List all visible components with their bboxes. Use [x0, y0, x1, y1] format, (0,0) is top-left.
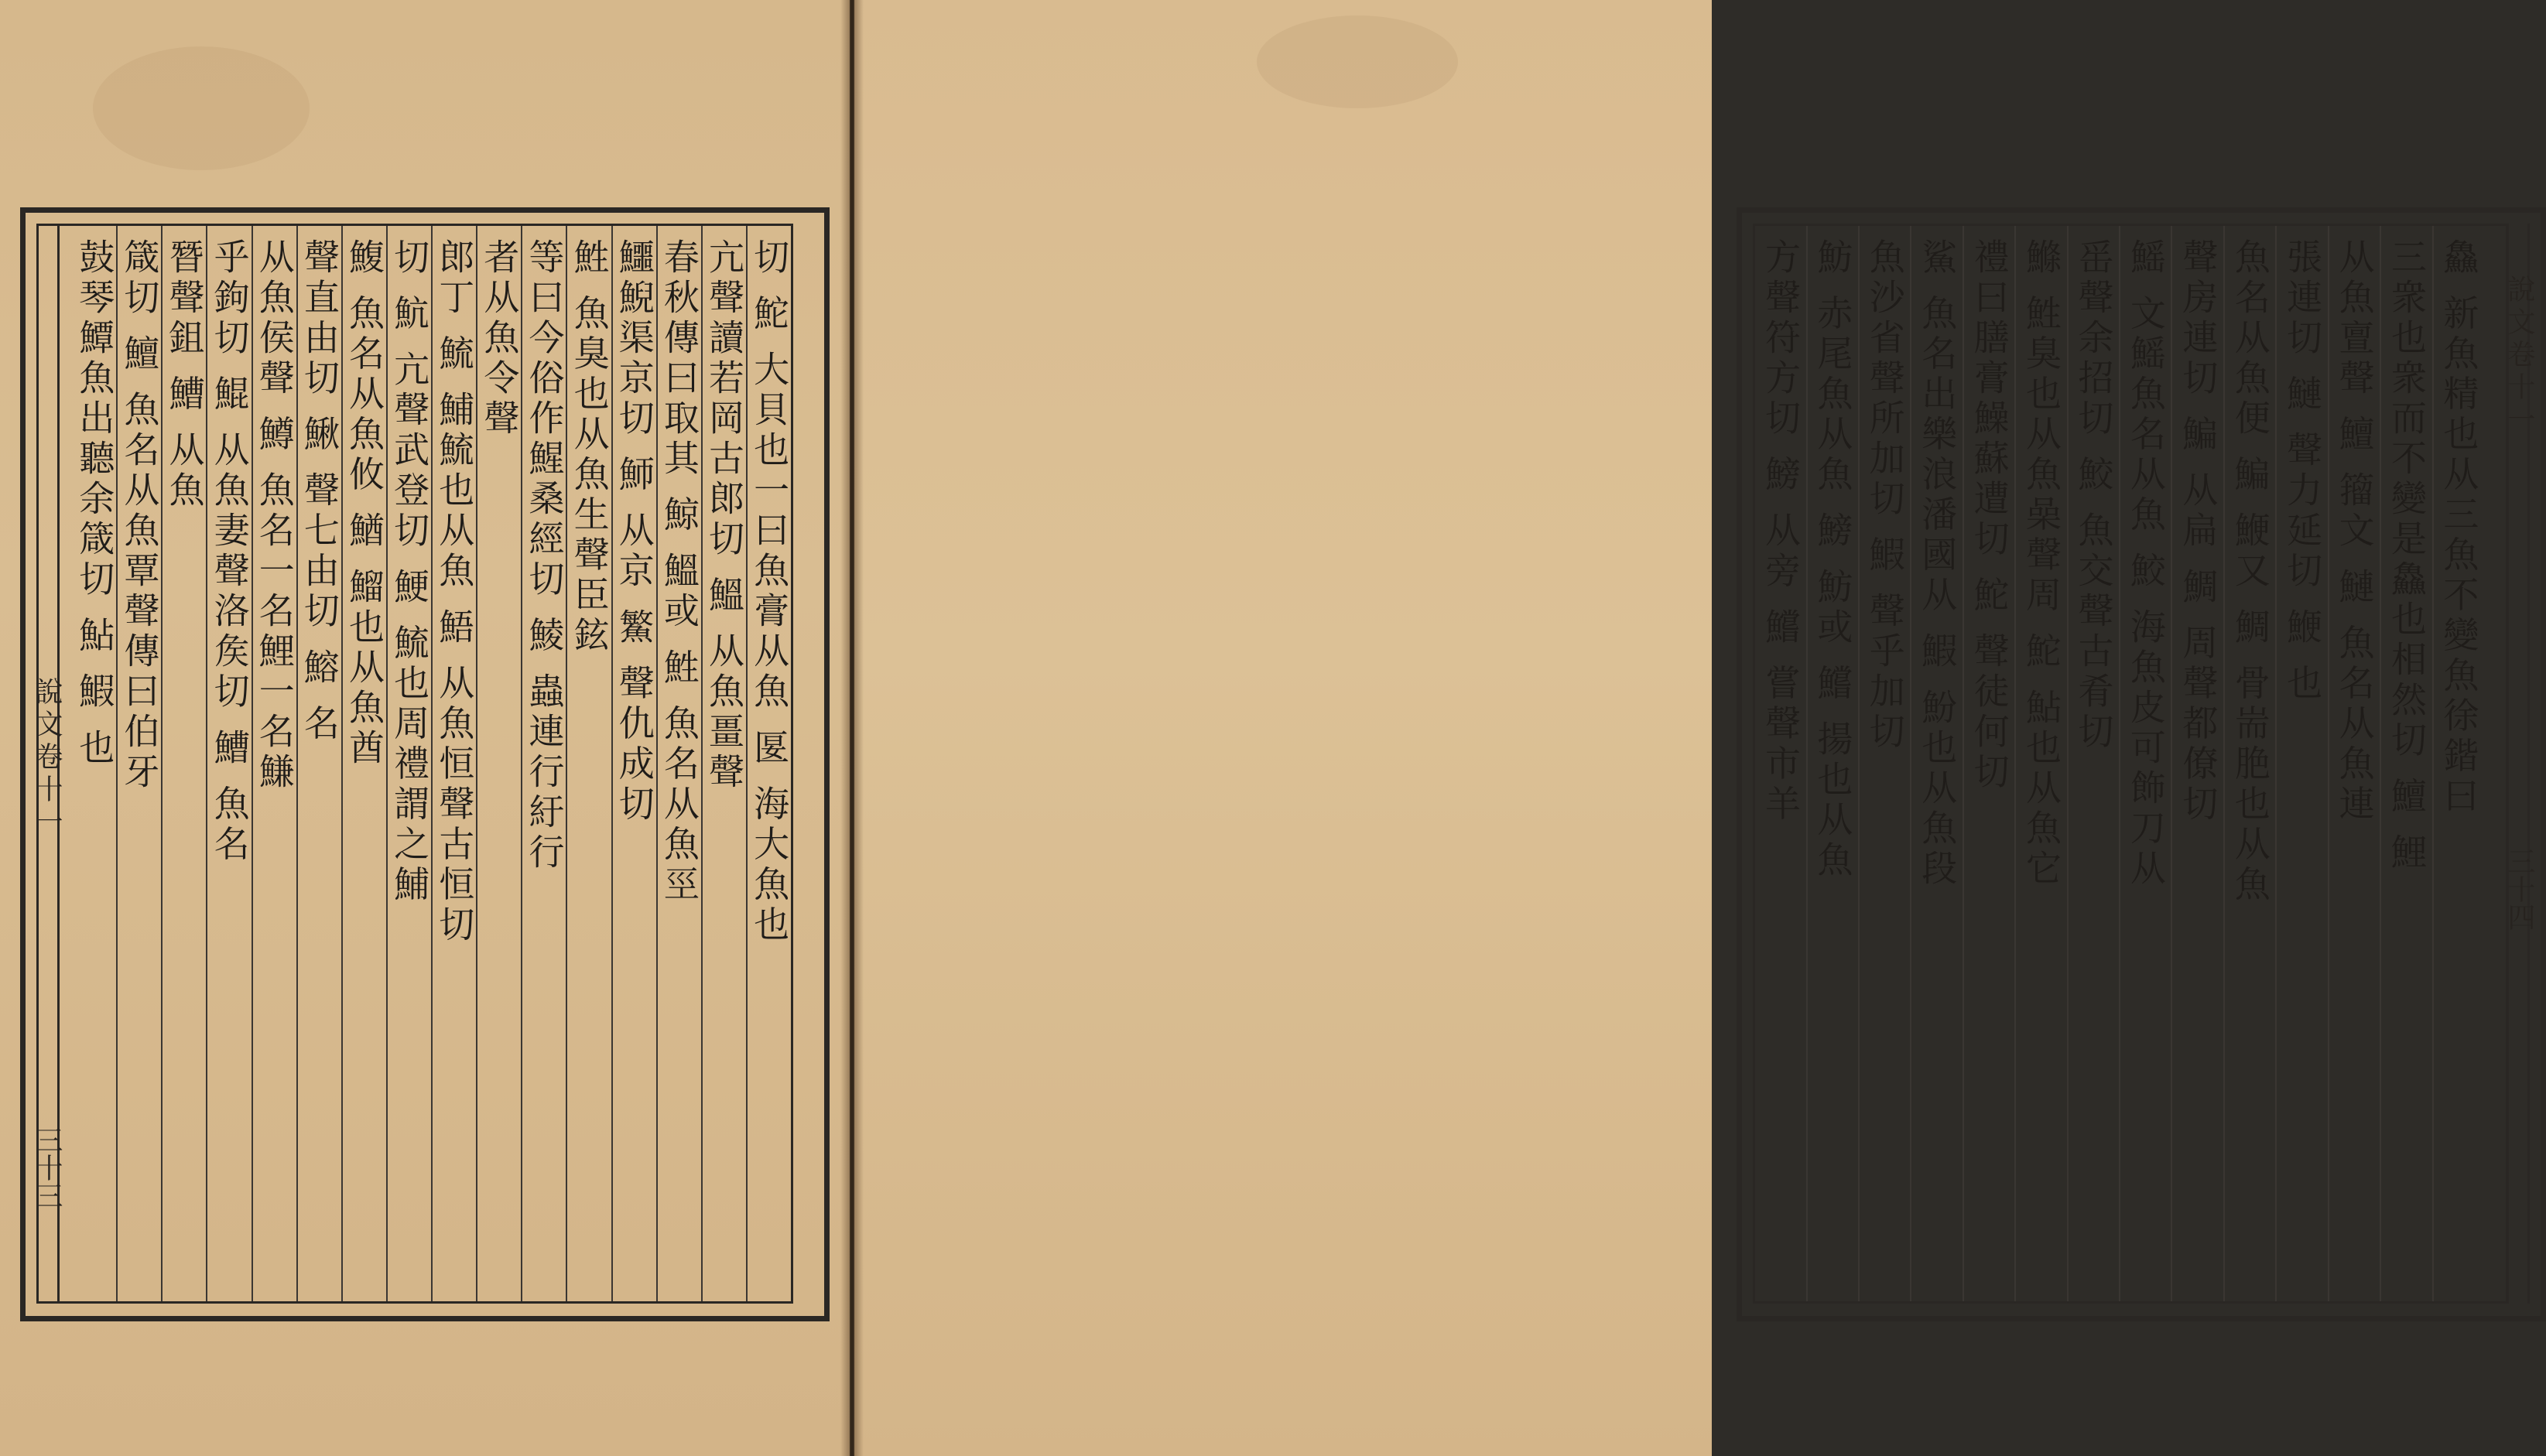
- column-text: 魚沙省聲所加切 鰕 聲乎加切: [1863, 238, 1906, 754]
- column-text: 鮏 魚臭也从魚生聲臣鉉: [568, 238, 611, 657]
- column-text: 朁聲鉏 鰽 从魚: [163, 238, 206, 512]
- left-inner-frame: [36, 224, 793, 1304]
- left-text-column: [206, 226, 251, 1301]
- column-text: 切 鮀 大貝也一曰魚膏从魚 匽 海大魚也: [748, 238, 791, 946]
- column-text: 三衆也衆而不變是鱻也相然切 鱣 鯉: [2386, 238, 2428, 874]
- left-text-frame: [20, 207, 830, 1321]
- column-text: 聲直由切 鰍 聲七由切 鰫 名: [298, 238, 340, 745]
- left-text-column: [73, 226, 116, 1301]
- right-inner-frame: [1753, 224, 2508, 1304]
- column-text: 鱷鯢渠京切 魳 从京 鰵 聲仇成切: [613, 238, 655, 825]
- left-text-column: [431, 226, 476, 1301]
- right-text-column: [1806, 226, 1858, 1301]
- left-text-column: [566, 226, 611, 1301]
- right-text-column: [2380, 226, 2431, 1301]
- right-columns: [1755, 226, 2484, 1301]
- column-text: 魚名从魚便 鯿 鯾又 鯛 骨耑脃也从魚: [2229, 238, 2271, 906]
- left-text-column: [521, 226, 566, 1301]
- left-text-column: [116, 226, 161, 1301]
- column-text: 張連切 鰱 聲力延切 鯾 也: [2281, 238, 2324, 705]
- column-text: 者从魚令聲: [478, 238, 521, 439]
- right-text-column: [2432, 226, 2484, 1301]
- left-margin-title: 說文卷十一: [31, 677, 63, 839]
- right-text-column: [2275, 226, 2327, 1301]
- left-text-column: [746, 226, 791, 1301]
- left-folio: 三十三: [31, 1126, 63, 1209]
- paper-stain: [1257, 15, 1458, 108]
- right-text-column: [2171, 226, 2223, 1301]
- column-text: 魴 赤尾魚从魚 鰟 魴或 鱨 揚也从魚: [1812, 238, 1854, 882]
- column-text: 鼓琴鱏魚出聽余箴切 鮎 鰕 也: [74, 238, 116, 769]
- right-text-column: [1963, 226, 2014, 1301]
- left-text-column: [296, 226, 341, 1301]
- right-margin-title: 說文卷十一: [2503, 275, 2535, 437]
- right-text-column: [2119, 226, 2171, 1301]
- right-text-column: [2067, 226, 2119, 1301]
- left-text-column: [252, 226, 296, 1301]
- right-text-column: [1755, 226, 1805, 1301]
- right-folio: 三十四: [2503, 847, 2535, 931]
- column-text: 亢聲讀若岡古郎切 鰮 从魚畺聲: [703, 238, 745, 794]
- left-text-column: [341, 226, 386, 1301]
- column-text: 从魚亶聲 鱣 籀文 鰱 魚名从魚連: [2333, 238, 2376, 825]
- left-page: [0, 0, 850, 1456]
- right-text-frame: [1737, 207, 2546, 1321]
- column-text: 切 魧 亢聲武登切 鯁 鯍也周禮謂之鯆: [388, 238, 431, 906]
- column-text: 鱻 新魚精也从三魚不變魚徐鍇曰: [2438, 238, 2480, 818]
- column-text: 鰷 鮏臭也从魚喿聲周 鮀 鮎也从魚它: [2021, 238, 2063, 890]
- right-text-column: [2223, 226, 2275, 1301]
- column-text: 郎丁 鯍 鯆鯍也从魚 鯃 从魚恒聲古恒切: [433, 238, 476, 946]
- right-page: [854, 0, 2535, 1456]
- paper-stain: [93, 46, 310, 170]
- right-text-column: [2328, 226, 2380, 1301]
- column-text: 乎鉤切 鯤 从魚妻聲洛矦切 鰽 魚名: [208, 238, 251, 866]
- column-text: 䍃聲余招切 鮫 魚交聲古肴切: [2072, 238, 2115, 754]
- left-text-column: [611, 226, 656, 1301]
- column-text: 从魚侯聲 鱒 魚名一名鯉一名鰜: [253, 238, 296, 794]
- left-text-column: [656, 226, 701, 1301]
- left-columns: [73, 226, 791, 1301]
- right-text-column: [2014, 226, 2066, 1301]
- column-text: 春秋傳曰取其 鯨 鰮或 鮏 魚名从魚巠: [658, 238, 700, 906]
- left-text-column: [476, 226, 521, 1301]
- column-text: 鯊 魚名出樂浪潘國从 鰕 魵也从魚段: [1916, 238, 1959, 890]
- column-text: 聲房連切 鯿 从扁 鯛 周聲都僚切: [2177, 238, 2219, 825]
- column-text: 箴切 鱣 魚名从魚覃聲傳曰伯牙: [118, 238, 161, 794]
- column-text: 鰩 文鰩魚名从魚 鮫 海魚皮可飾刀从: [2124, 238, 2167, 890]
- left-text-column: [161, 226, 206, 1301]
- right-text-column: [1858, 226, 1910, 1301]
- right-text-column: [1910, 226, 1962, 1301]
- book-gutter: [840, 0, 864, 1456]
- left-text-column: [701, 226, 746, 1301]
- column-text: 方聲符方切 鰟 从旁 鱨 嘗聲市羊: [1759, 238, 1802, 825]
- column-text: 禮曰膳膏鱢蘇遭切 鮀 聲徒何切: [1968, 238, 2010, 794]
- left-text-column: [386, 226, 431, 1301]
- column-text: 等曰今俗作鯹桑經切 鯪 蟲連行紆行: [523, 238, 566, 874]
- column-text: 鰒 魚名从魚攸 鰌 鰡也从魚酋: [343, 238, 385, 769]
